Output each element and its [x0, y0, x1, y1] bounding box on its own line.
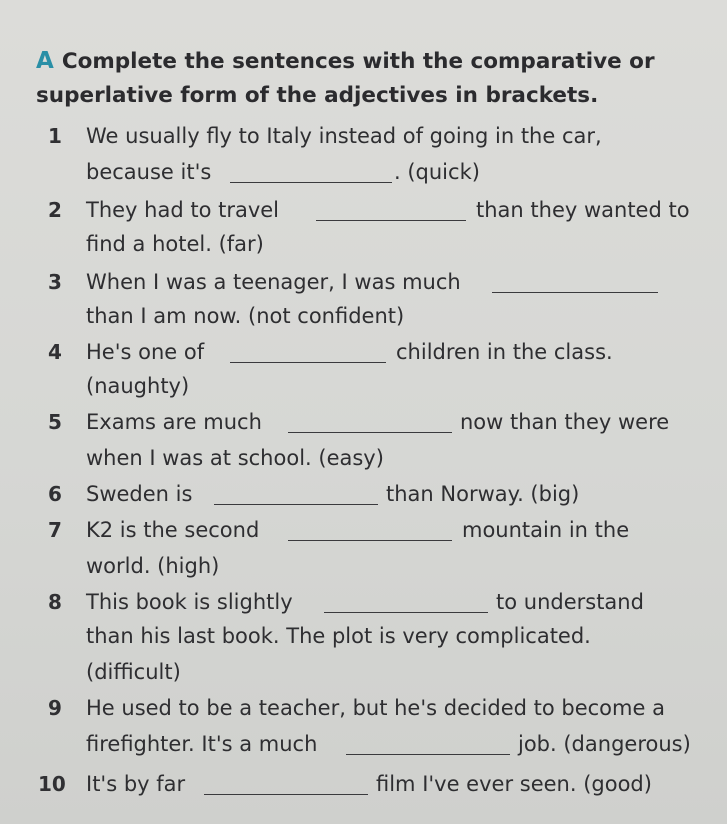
item-number: 3 — [48, 270, 62, 294]
sentence-text: They had to travel — [86, 198, 280, 222]
sentence-text: . (quick) — [394, 160, 480, 184]
sentence-text: He used to be a teacher, but he's decided to become a — [86, 696, 665, 720]
answer-blank[interactable] — [214, 482, 378, 505]
sentence-text: when I was at school. (easy) — [86, 446, 384, 470]
sentence-text: We usually fly to Italy instead of going in the car, — [86, 124, 602, 148]
sentence-text: than they wanted to — [476, 198, 690, 222]
sentence-text: K2 is the second — [86, 518, 260, 542]
answer-blank[interactable] — [204, 772, 368, 795]
answer-blank[interactable] — [324, 590, 488, 613]
sentence-text: film I've ever seen. (good) — [376, 772, 652, 796]
answer-blank[interactable] — [230, 340, 386, 363]
item-number: 1 — [48, 124, 62, 148]
sentence-text: job. (dangerous) — [518, 732, 691, 756]
answer-blank[interactable] — [288, 518, 452, 541]
sentence-text: find a hotel. (far) — [86, 232, 264, 256]
sentence-text: Exams are much — [86, 410, 262, 434]
item-number: 9 — [48, 696, 62, 720]
item-number: 5 — [48, 410, 62, 434]
sentence-text: to understand — [496, 590, 644, 614]
sentence-text: (naughty) — [86, 374, 190, 398]
instruction-heading — [36, 44, 696, 113]
item-number: 6 — [48, 482, 62, 506]
sentence-text: He's one of — [86, 340, 205, 364]
answer-blank[interactable] — [492, 270, 658, 293]
sentence-text: than Norway. (big) — [386, 482, 580, 506]
sentence-text: than his last book. The plot is very complicated. — [86, 624, 591, 648]
sentence-text: now than they were — [460, 410, 670, 434]
sentence-text: firefighter. It's a much — [86, 732, 318, 756]
exercise-letter: A — [36, 48, 54, 74]
answer-blank[interactable] — [230, 160, 392, 183]
instruction-text: superlative form of the adjectives in brackets. — [36, 83, 599, 108]
sentence-text: mountain in the — [462, 518, 630, 542]
answer-blank[interactable] — [316, 198, 466, 221]
item-number: 10 — [38, 772, 66, 796]
answer-blank[interactable] — [346, 732, 510, 755]
answer-blank[interactable] — [288, 410, 452, 433]
sentence-text: children in the class. — [396, 340, 613, 364]
sentence-text: because it's — [86, 160, 212, 184]
sentence-text: world. (high) — [86, 554, 220, 578]
sentence-text: It's by far — [86, 772, 186, 796]
item-number: 8 — [48, 590, 62, 614]
sentence-text: (difficult) — [86, 660, 181, 684]
sentence-text: This book is slightly — [86, 590, 293, 614]
item-number: 4 — [48, 340, 62, 364]
item-number: 2 — [48, 198, 62, 222]
sentence-text: Sweden is — [86, 482, 193, 506]
sentence-text: When I was a teenager, I was much — [86, 270, 461, 294]
sentence-text: than I am now. (not confident) — [86, 304, 405, 328]
instruction-text: Complete the sentences with the comparative or — [61, 49, 655, 74]
item-number: 7 — [48, 518, 62, 542]
